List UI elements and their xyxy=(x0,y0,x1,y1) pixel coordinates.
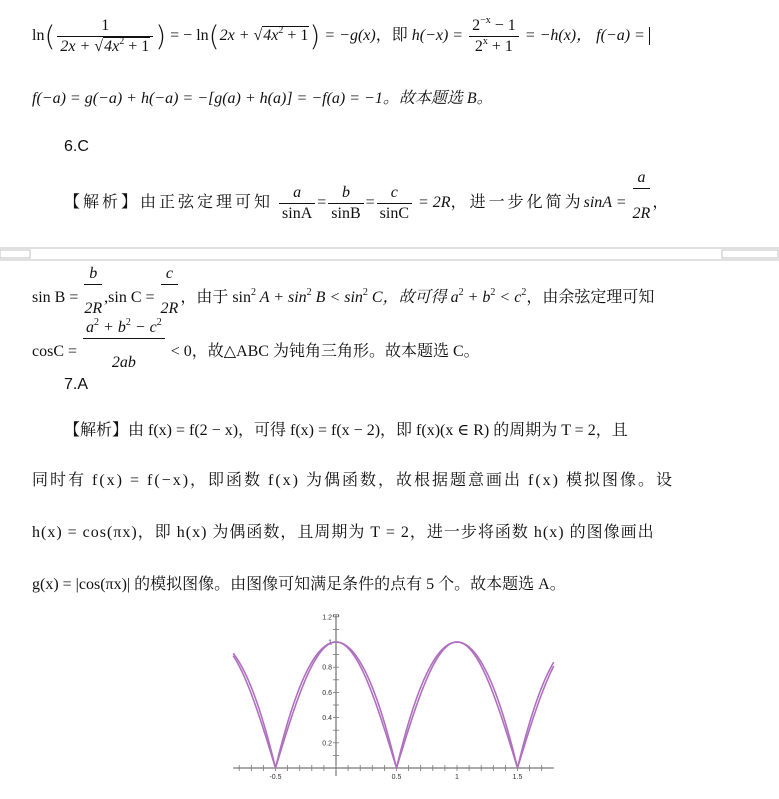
paren-right: ) xyxy=(155,19,167,53)
q6-line3 xyxy=(32,317,480,371)
eq1: = − ln xyxy=(166,27,209,44)
rhs-text: = −g(x) xyxy=(320,27,376,44)
q6-line2 xyxy=(32,264,655,317)
para2-text: f(−a) = g(−a) + h(−a) = −[g(a) + h(a)] = −f(a) = −1。故本题选 B。 xyxy=(32,90,493,107)
sqrt-term: $4x^2 + 1$ xyxy=(104,35,150,55)
l2a: sin B = xyxy=(32,289,83,307)
paren-left-2: ( xyxy=(208,19,220,53)
y-tick-label: 0.4 xyxy=(322,715,332,723)
l2c: ，由于 sin xyxy=(180,289,251,307)
x-tick-label: 0.5 xyxy=(391,774,402,781)
sinA-eq: sinA = xyxy=(583,194,631,212)
l2i: ，由余弦定理可知 xyxy=(526,289,655,307)
cos-lead: cosC = xyxy=(32,343,82,361)
frac-a: a xyxy=(293,184,302,201)
x-tick-label: -0.5 xyxy=(269,774,282,781)
frac-a-sinA xyxy=(279,183,315,224)
num2-tail: − 1 xyxy=(490,16,516,34)
mid-text: ，即 xyxy=(375,27,412,44)
frac-a-2r xyxy=(633,168,651,239)
fraction-2 xyxy=(469,16,519,57)
y-tick-label: 0.2 xyxy=(322,740,332,748)
q7-line1: 【解析】由 f(x) = f(2 − x)，可得 f(x) = f(x − 2)，即 f(x)(x ∈ R) 的周期为 T = 2，且 xyxy=(64,422,628,439)
frac-sinC: sinC xyxy=(379,205,409,222)
y-tick-label: 1.2 xyxy=(322,614,332,622)
cos-a: a xyxy=(86,319,95,336)
frac-sinB: sinB xyxy=(331,205,361,222)
cos-b: + b xyxy=(99,319,126,336)
l2e: B < sin xyxy=(311,289,363,307)
q6-lead: 【解析】由正弦定理可知 xyxy=(64,194,274,212)
frac-c-sinC xyxy=(377,183,412,224)
sq2: 2 xyxy=(306,287,312,299)
para1-line: ln( $\frac{1}{2x + √4x^2 + 1}$ ) = − $\ln(2x + √4x^2 + 1) = -g(x)$，即 h(−x) = $\frac{2^{-x} - 1}{2^x + 1}$ = −h(x)， f(−a) = xyxy=(32,14,649,55)
ln-text: ln xyxy=(32,27,45,44)
function-graph xyxy=(0,614,779,794)
x-tick-label: 1.5 xyxy=(512,774,523,781)
l2d: A + sin xyxy=(256,289,307,307)
frac1-den: $2x + √4x^2 + 1$ xyxy=(60,35,150,55)
frac-2r: 2R xyxy=(632,205,651,222)
q6-line1: 【解析】由正弦定理可知 $\frac{a}{\sin A}$ = $\frac{b}{\sin B}$ = $\frac{c}{\sin C}$ = 2R，进一步化简为sinA = $\frac{a}{2R}$ ， xyxy=(64,168,668,218)
num2: 2 xyxy=(472,16,481,34)
paren-a: 2x + xyxy=(219,27,254,44)
frac-c-2: c xyxy=(165,265,173,282)
sq6: 2 xyxy=(521,287,527,299)
den-a: 2x + xyxy=(60,37,95,55)
l2h: < c xyxy=(495,289,522,307)
cs2: 2 xyxy=(125,317,131,328)
l2b: ,sin C = xyxy=(104,289,159,307)
l2g: + b xyxy=(463,289,491,307)
sq1: 2 xyxy=(251,287,256,299)
q7-line2: 同时有 f(x) = f(−x)，即函数 f(x) 为偶函数，故根据题意画出 f(x) 模拟图像。设 xyxy=(32,472,674,489)
paren-left: ( xyxy=(44,19,56,53)
frac1-num: 1 xyxy=(57,16,153,37)
frac-cos xyxy=(83,318,165,387)
den-b: 4x xyxy=(104,37,120,55)
q6-mid: ，进一步化简为 xyxy=(450,194,584,212)
den-b-2: 4x xyxy=(263,27,279,44)
den2-tail: + 1 xyxy=(487,37,513,55)
q7-line3: h(x) = cos(πx)，即 h(x) 为偶函数，且周期为 T = 2，进一步将函数 h(x) 的图像画出 xyxy=(32,524,655,541)
frac2-num xyxy=(469,16,519,37)
l2f: C，故可得 a xyxy=(367,289,459,307)
frac-2r-b: 2R xyxy=(84,300,103,317)
frac-sinA: sinA xyxy=(282,205,313,222)
frac-b-sinB xyxy=(328,183,363,224)
tail-text: = −h(x)， f(−a) = xyxy=(520,27,649,44)
text-cursor xyxy=(649,27,650,45)
cos-den: 2ab xyxy=(111,354,136,371)
frac-b-2: b xyxy=(89,265,98,282)
para2-line xyxy=(32,88,493,110)
q6-end: ， xyxy=(652,194,669,212)
frac-b: b xyxy=(341,184,350,201)
sq3: 2 xyxy=(362,287,368,299)
y-tick-label: 1 xyxy=(328,639,332,647)
frac2-den xyxy=(469,37,519,57)
paren-right-2: ) xyxy=(309,19,321,53)
q6-number: 6.C xyxy=(64,138,89,155)
den-c: + 1 xyxy=(124,37,150,55)
den2-exp: x xyxy=(482,35,488,47)
cos-c: − c xyxy=(130,319,157,336)
x-tick-label: 1 xyxy=(455,774,459,781)
q7-line4: g(x) = |cos(πx)| 的模拟图像。由图像可知满足条件的点有 5 个。故本题选 A。 xyxy=(32,576,566,593)
cos-tail: < 0，故△ABC 为钝角三角形。故本题选 C。 xyxy=(166,343,480,361)
cs3: 2 xyxy=(156,317,162,328)
series-abs-cos xyxy=(233,639,554,768)
sq5: 2 xyxy=(490,287,496,299)
frac-2r-c: 2R xyxy=(160,300,179,317)
den2: 2 xyxy=(474,37,483,55)
y-tick-label: 0.8 xyxy=(322,664,332,672)
frac-a-2: a xyxy=(637,169,646,186)
frac-c: c xyxy=(390,184,398,201)
hx-text: h(−x) = xyxy=(411,27,468,44)
page-separator xyxy=(0,244,779,264)
sqrt-term-2: $4x^2 + 1$ xyxy=(263,25,309,44)
q7-number: 7.A xyxy=(64,376,89,393)
y-tick-label: 0.6 xyxy=(322,689,332,697)
sq4: 2 xyxy=(458,287,464,299)
num2-exp: −x xyxy=(480,14,491,26)
cs1: 2 xyxy=(94,317,100,328)
fraction-1 xyxy=(57,16,153,57)
den-c-2: + 1 xyxy=(283,27,309,44)
eq-2r: = 2R xyxy=(414,194,451,212)
